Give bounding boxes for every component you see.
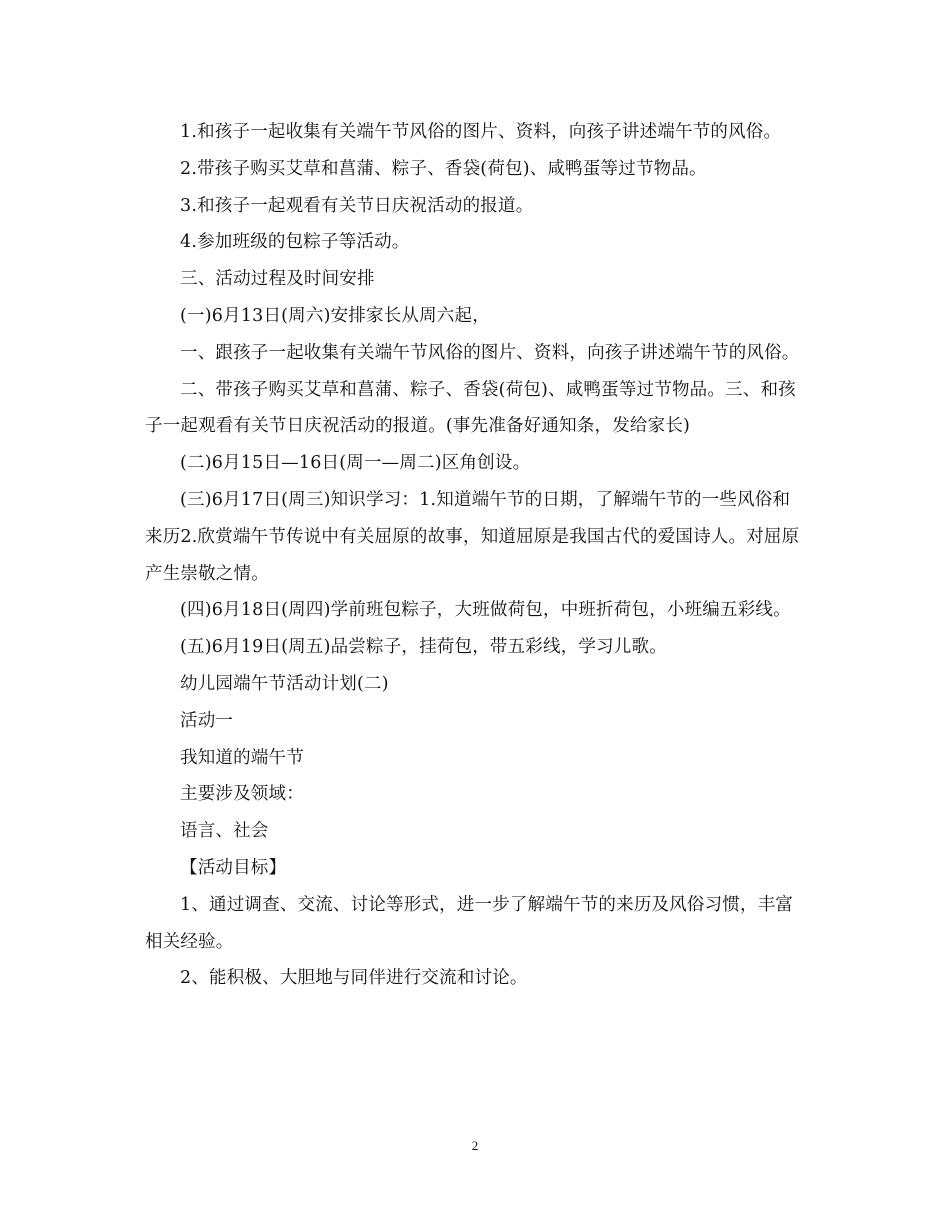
paragraph-1: 1.和孩子一起收集有关端午节风俗的图片、资料，向孩子讲述端午节的风俗。 <box>180 122 782 142</box>
page-number: 2 <box>471 1138 479 1153</box>
activity-label: 活动一 <box>180 710 234 731</box>
activity-name: 我知道的端午节 <box>180 747 304 768</box>
paragraph-9: (二)6月15日—16日(周一—周二)区角创设。 <box>180 453 531 474</box>
objective-1: 1、通过调查、交流、讨论等形式，进一步了解端午节的来历及风俗习惯，丰富相关经验。 <box>145 894 794 952</box>
paragraph-12: (五)6月19日(周五)品尝粽子，挂荷包，带五彩线，学习儿歌。 <box>180 637 667 658</box>
paragraph-3: 3.和孩子一起观看有关节日庆祝活动的报道。 <box>180 195 534 216</box>
plan-title-2: 幼儿园端午节活动计划(二) <box>180 673 389 694</box>
domain-value: 语言、社会 <box>180 821 269 842</box>
objectives-heading: 【活动目标】 <box>180 857 287 878</box>
domain-label: 主要涉及领域： <box>180 784 304 805</box>
paragraph-2: 2.带孩子购买艾草和菖蒲、粽子、香袋(荷包)、咸鸭蛋等过节物品。 <box>180 158 707 179</box>
section-heading-activity-process: 三、活动过程及时间安排 <box>180 269 375 290</box>
paragraph-7: 一、跟孩子一起收集有关端午节风俗的图片、资料，向孩子讲述端午节的风俗。 <box>180 342 800 363</box>
paragraph-4: 4.参加班级的包粽子等活动。 <box>180 232 410 253</box>
document-body <box>145 114 805 997</box>
paragraph-10: (三)6月17日(周三)知识学习：1.知道端午节的日期，了解端午节的一些风俗和来历2.欣赏端午节传说中有关屈原的故事，知道屈原是我国古代的爱国诗人。对屈原产生崇敬之情。 <box>145 489 800 584</box>
paragraph-11: (四)6月18日(周四)学前班包粽子，大班做荷包，中班折荷包，小班编五彩线。 <box>180 600 791 621</box>
paragraph-8: 二、带孩子购买艾草和菖蒲、粽子、香袋(荷包)、咸鸭蛋等过节物品。三、和孩子一起观看有关节日庆祝活动的报道。(事先准备好通知条，发给家长) <box>145 379 796 437</box>
paragraph-6: (一)6月13日(周六)安排家长从周六起， <box>180 305 490 326</box>
objective-2: 2、能积极、大胆地与同伴进行交流和讨论。 <box>180 968 528 989</box>
